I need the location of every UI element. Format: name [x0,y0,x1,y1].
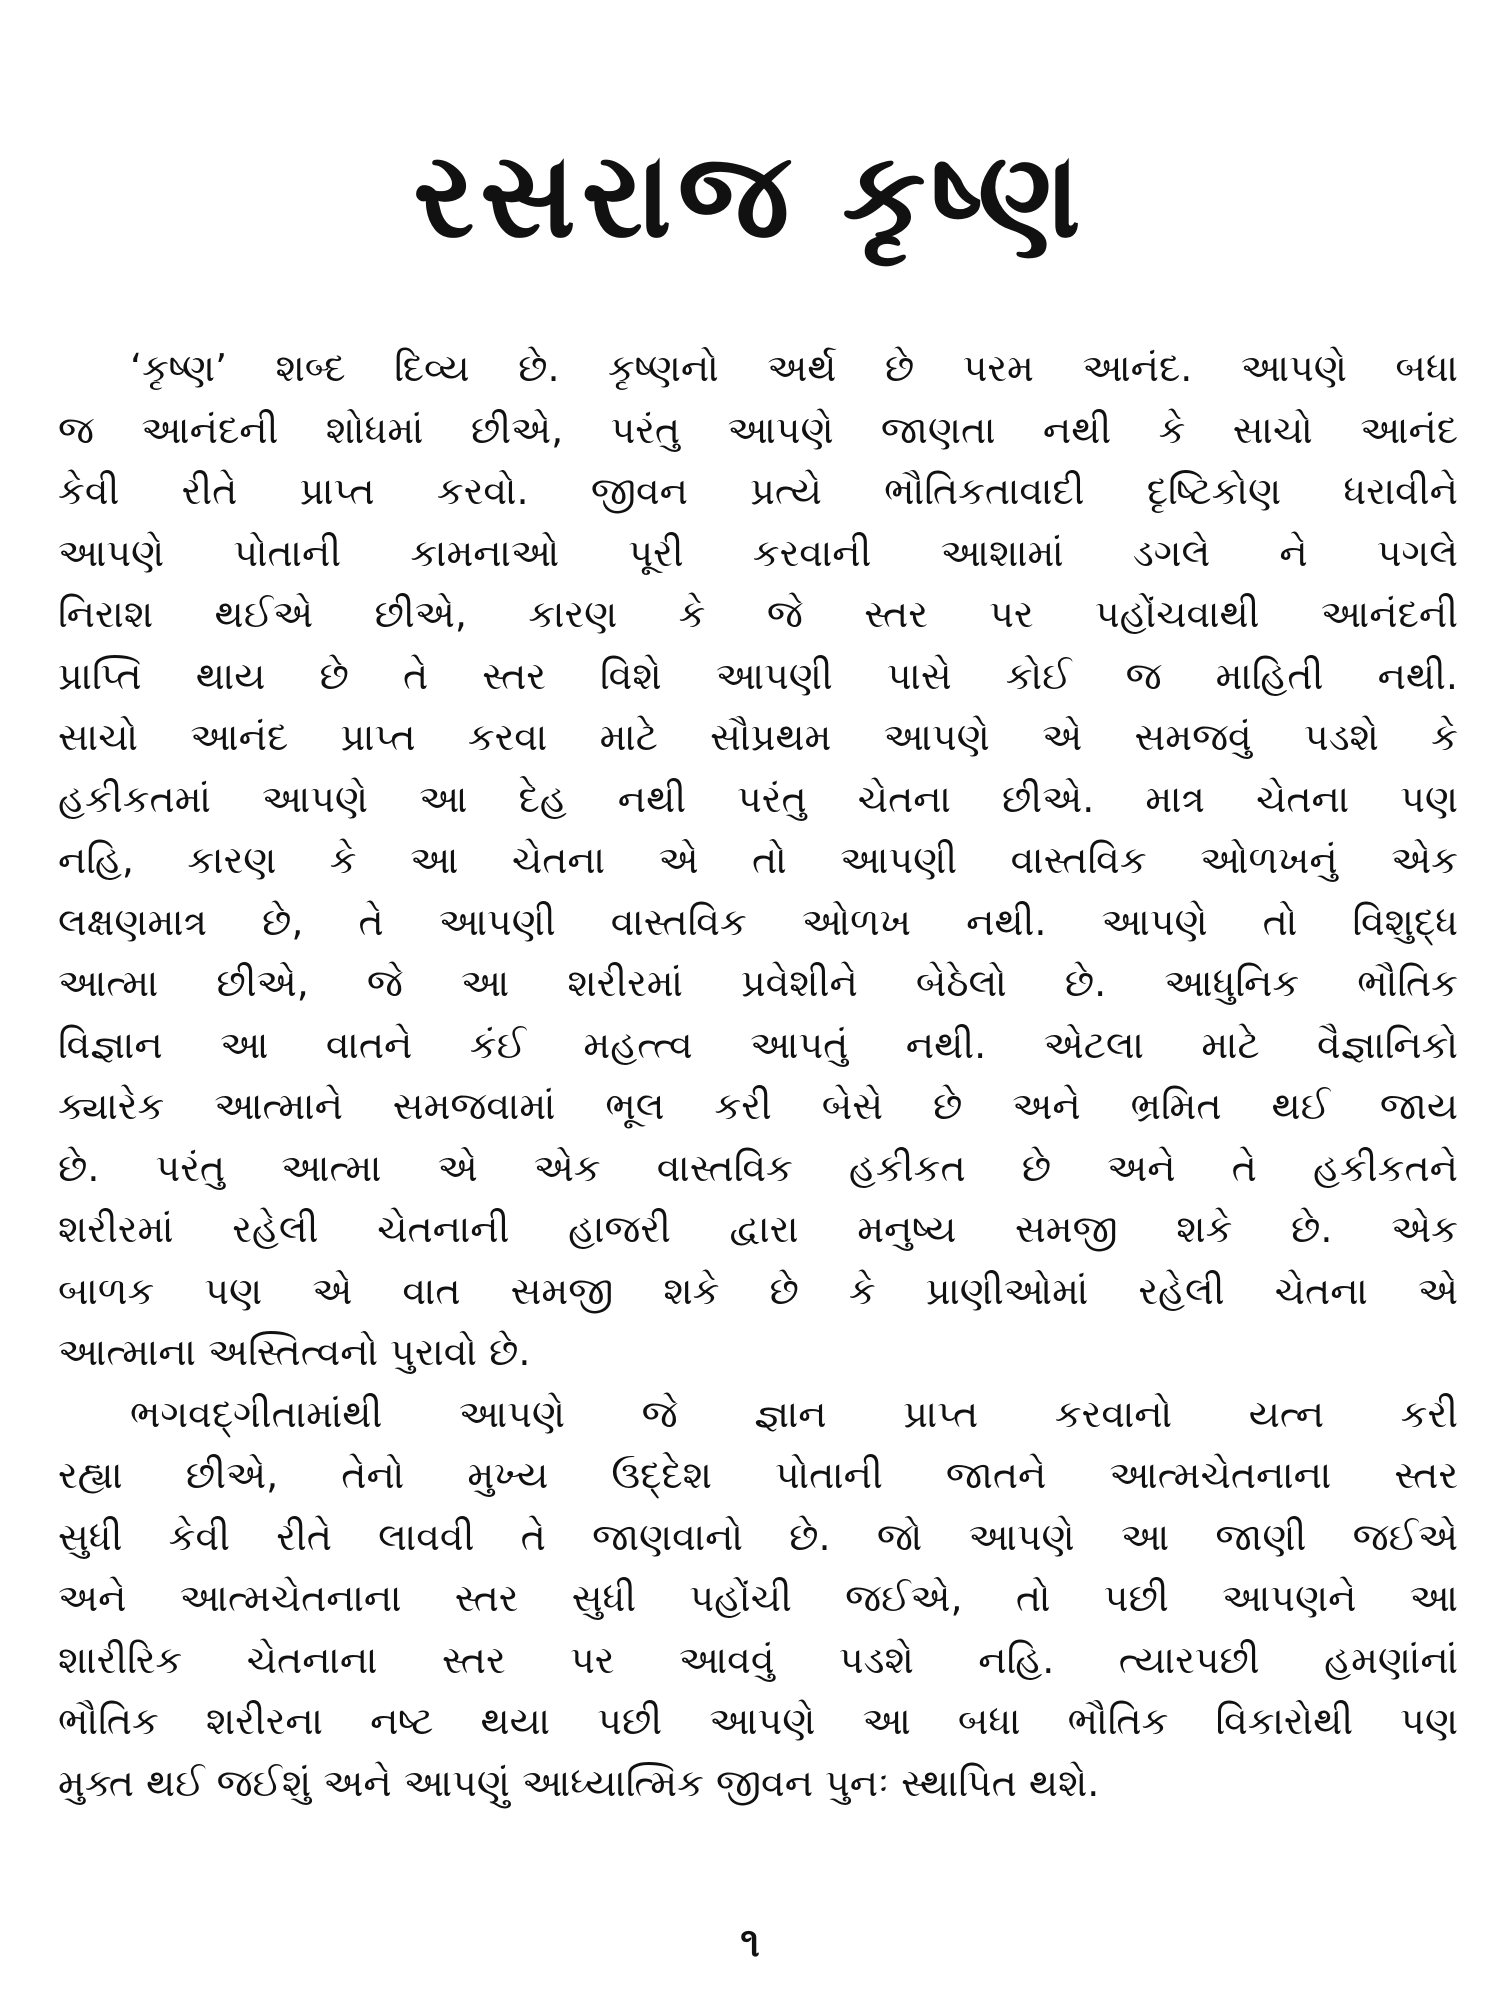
text-line: સાચો આનંદ પ્રાપ્ત કરવા માટે સૌપ્રથમ આપણે એ સમજવું પડશે કે [58,715,1458,759]
text-line: ભૌતિક શરીરના નષ્ટ થયા પછી આપણે આ બધા ભૌતિક વિકારોથી પણ [58,1699,1458,1743]
text-line: સુધી કેવી રીતે લાવવી તે જાણવાનો છે. જો આપણે આ જાણી જઈએ [58,1514,1458,1559]
text-line: ક્યારેક આત્માને સમજવામાં ભૂલ કરી બેસે છે અને ભ્રમિત થઈ જાય [58,1084,1458,1128]
text-line: નિરાશ થઈએ છીએ, કારણ કે જે સ્તર પર પહોંચવાથી આનંદની [58,592,1458,636]
text-line: આપણે પોતાની કામનાઓ પૂરી કરવાની આશામાં ડગલે ને પગલે [58,530,1458,575]
page-number: ૧ [740,1920,760,1966]
text-line: જ આનંદની શોધમાં છીએ, પરંતુ આપણે જાણતા નથી કે સાચો આનંદ [58,407,1458,452]
text-line: હકીકતમાં આપણે આ દેહ નથી પરંતુ ચેતના છીએ. માત્ર ચેતના પણ [58,776,1458,821]
text-line: શરીરમાં રહેલી ચેતનાની હાજરી દ્વારા મનુષ્ય સમજી શકે છે. એક [58,1207,1458,1251]
text-line: નહિ, કારણ કે આ ચેતના એ તો આપણી વાસ્તવિક ઓળખનું એક [58,838,1458,882]
chapter-title: રસરાજ કૃષ્ણ [413,126,1087,264]
text-line: રહ્યા છીએ, તેનો મુખ્ય ઉદ્દેશ પોતાની જાતને આત્મચેતનાના સ્તર [58,1453,1458,1497]
text-line: લક્ષણમાત્ર છે, તે આપણી વાસ્તવિક ઓળખ નથી. આપણે તો વિશુદ્ધ [58,899,1458,944]
text-line: છે. પરંતુ આત્મા એ એક વાસ્તવિક હકીકત છે અને તે હકીકતને [58,1145,1458,1190]
text-line: શારીરિક ચેતનાના સ્તર પર આવવું પડશે નહિ. ત્યારપછી હમણાંનાં [58,1637,1458,1682]
text-line: બાળક પણ એ વાત સમજી શકે છે કે પ્રાણીઓમાં રહેલી ચેતના એ [58,1268,1458,1313]
body-text [58,338,1458,1814]
text-line: આત્માના અસ્તિત્વનો પુરાવો છે. [58,1330,531,1374]
text-line: ‘કૃષ્ણ’ શબ્દ દિવ્ય છે. કૃષ્ણનો અર્થ છે પરમ આનંદ. આપણે બધા [130,346,1458,390]
text-line: અને આત્મચેતનાના સ્તર સુધી પહોંચી જઈએ, તો પછી આપણને આ [58,1576,1458,1620]
text-line: કેવી રીતે પ્રાપ્ત કરવો. જીવન પ્રત્યે ભૌતિકતાવાદી દૃષ્ટિકોણ ધરાવીને [58,469,1458,513]
text-line: આત્મા છીએ, જે આ શરીરમાં પ્રવેશીને બેઠેલો છે. આધુનિક ભૌતિક [58,961,1458,1005]
paragraph-1 [58,338,1458,1384]
text-line: ભગવદ્‌ગીતામાંથી આપણે જે જ્ઞાન પ્રાપ્ત કરવાનો યત્ન કરી [130,1391,1458,1436]
text-line: પ્રાપ્તિ થાય છે તે સ્તર વિશે આપણી પાસે કોઈ જ માહિતી નથી. [58,653,1458,698]
paragraph-2 [58,1384,1458,1815]
text-line: વિજ્ઞાન આ વાતને કંઈ મહત્ત્વ આપતું નથી. એટલા માટે વૈજ્ઞાનિકો [58,1022,1458,1067]
text-line: મુક્ત થઈ જઈશું અને આપણું આધ્યાત્મિક જીવન પુનઃ સ્થાપિત થશે. [58,1760,1100,1805]
